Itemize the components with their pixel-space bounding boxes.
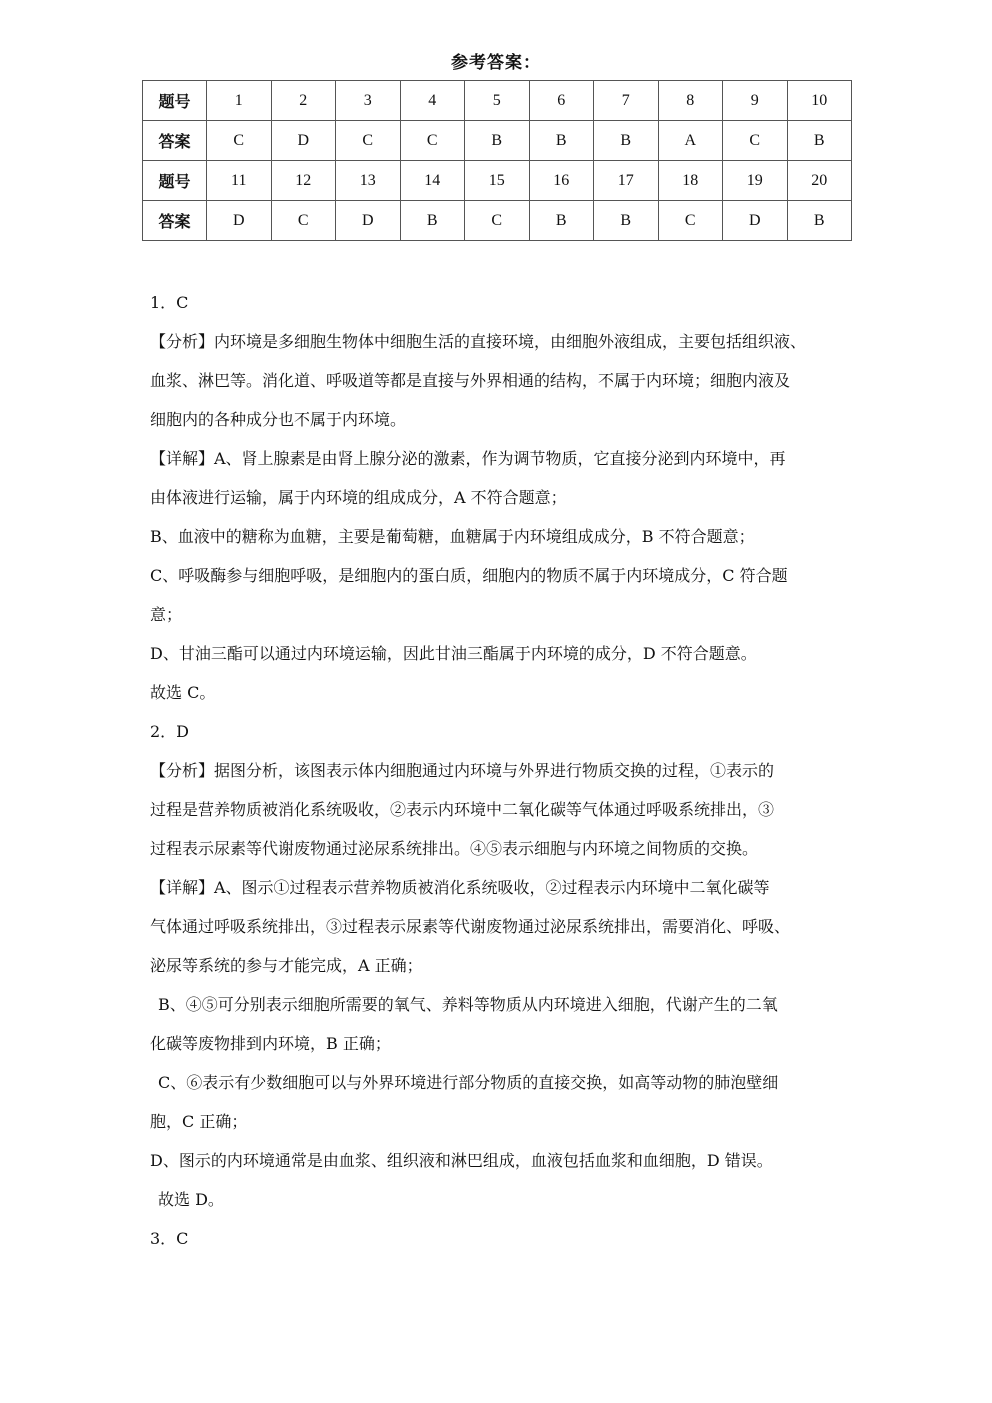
table-cell: 10 (787, 81, 852, 121)
text-line: 过程表示尿素等代谢废物通过泌尿系统排出。④⑤表示细胞与内环境之间物质的交换。 (150, 839, 759, 858)
table-cell: 20 (787, 161, 852, 201)
table-cell: 2 (271, 81, 336, 121)
table-cell: 12 (271, 161, 336, 201)
table-cell: 13 (336, 161, 401, 201)
row-header: 题号 (143, 81, 207, 121)
table-cell: 6 (529, 81, 594, 121)
answer-heading-2: 2．D (150, 722, 190, 741)
text-line: 细胞内的各种成分也不属于内环境。 (150, 410, 407, 429)
table-cell: C (465, 201, 530, 241)
text-line: 过程是营养物质被消化系统吸收，②表示内环境中二氧化碳等气体通过呼吸系统排出，③ (150, 800, 775, 819)
table-row (143, 121, 852, 161)
row-header: 答案 (143, 121, 207, 161)
table-cell: C (271, 201, 336, 241)
answer-explanations (150, 283, 855, 1258)
text-line: 由体液进行运输，属于内环境的组成成分，A 不符合题意； (150, 488, 567, 507)
table-cell: B (465, 121, 530, 161)
table-cell: C (723, 121, 788, 161)
option-b-line: B、④⑤可分别表示细胞所需要的氧气、养料等物质从内环境进入细胞，代谢产生的二氧 (158, 995, 778, 1014)
table-cell: B (594, 201, 659, 241)
text-line: 泌尿等系统的参与才能完成，A 正确； (150, 956, 423, 975)
detail-paragraph: 【详解】A、肾上腺素是由肾上腺分泌的激素，作为调节物质，它直接分泌到内环境中，再 (150, 449, 786, 468)
answer-table (142, 80, 852, 241)
table-cell: B (787, 201, 852, 241)
text-line: 化碳等废物排到内环境，B 正确； (150, 1034, 391, 1053)
conclusion-line: 故选 D。 (158, 1190, 224, 1209)
table-cell: D (336, 201, 401, 241)
table-cell: B (400, 201, 465, 241)
table-cell: 15 (465, 161, 530, 201)
table-row (143, 81, 852, 121)
table-cell: C (207, 121, 272, 161)
table-cell: 1 (207, 81, 272, 121)
table-cell: 17 (594, 161, 659, 201)
answer-heading-1: 1．C (150, 293, 189, 312)
option-d-line: D、甘油三酯可以通过内环境运输，因此甘油三酯属于内环境的成分，D 不符合题意。 (150, 644, 757, 663)
option-c-line: C、⑥表示有少数细胞可以与外界环境进行部分物质的直接交换，如高等动物的肺泡壁细 (158, 1073, 779, 1092)
analysis-paragraph: 【分析】内环境是多细胞生物体中细胞生活的直接环境，由细胞外液组成，主要包括组织液、 (150, 332, 807, 351)
page-title: 参考答案： (451, 53, 541, 73)
option-c-line: C、呼吸酶参与细胞呼吸，是细胞内的蛋白质，细胞内的物质不属于内环境成分，C 符合题 (150, 566, 788, 585)
conclusion-line: 故选 C。 (150, 683, 216, 702)
text-line: 血浆、淋巴等。消化道、呼吸道等都是直接与外界相通的结构，不属于内环境；细胞内液及 (150, 371, 791, 390)
row-header: 题号 (143, 161, 207, 201)
table-cell: 19 (723, 161, 788, 201)
table-row (143, 161, 852, 201)
table-cell: C (658, 201, 723, 241)
table-cell: 5 (465, 81, 530, 121)
text-line: 意； (150, 605, 183, 624)
table-cell: 18 (658, 161, 723, 201)
text-line: 气体通过呼吸系统排出，③过程表示尿素等代谢废物通过泌尿系统排出，需要消化、呼吸、 (150, 917, 791, 936)
table-cell: 11 (207, 161, 272, 201)
table-cell: B (594, 121, 659, 161)
table-cell: 4 (400, 81, 465, 121)
table-cell: C (336, 121, 401, 161)
table-cell: A (658, 121, 723, 161)
table-cell: B (529, 201, 594, 241)
table-row (143, 201, 852, 241)
table-cell: 8 (658, 81, 723, 121)
analysis-paragraph: 【分析】据图分析，该图表示体内细胞通过内环境与外界进行物质交换的过程，①表示的 (150, 761, 775, 780)
table-cell: 3 (336, 81, 401, 121)
table-cell: 7 (594, 81, 659, 121)
detail-paragraph: 【详解】A、图示①过程表示营养物质被消化系统吸收，②过程表示内环境中二氧化碳等 (150, 878, 770, 897)
option-b-line: B、血液中的糖称为血糖，主要是葡萄糖，血糖属于内环境组成成分，B 不符合题意； (150, 527, 755, 546)
table-cell: B (787, 121, 852, 161)
table-cell: B (529, 121, 594, 161)
row-header: 答案 (143, 201, 207, 241)
table-cell: D (207, 201, 272, 241)
table-cell: 16 (529, 161, 594, 201)
answer-heading-3: 3．C (150, 1229, 189, 1248)
table-cell: D (723, 201, 788, 241)
table-cell: D (271, 121, 336, 161)
option-d-line: D、图示的内环境通常是由血浆、组织液和淋巴组成，血液包括血浆和血细胞，D 错误。 (150, 1151, 773, 1170)
table-cell: 9 (723, 81, 788, 121)
table-cell: 14 (400, 161, 465, 201)
text-line: 胞，C 正确； (150, 1112, 248, 1131)
table-cell: C (400, 121, 465, 161)
